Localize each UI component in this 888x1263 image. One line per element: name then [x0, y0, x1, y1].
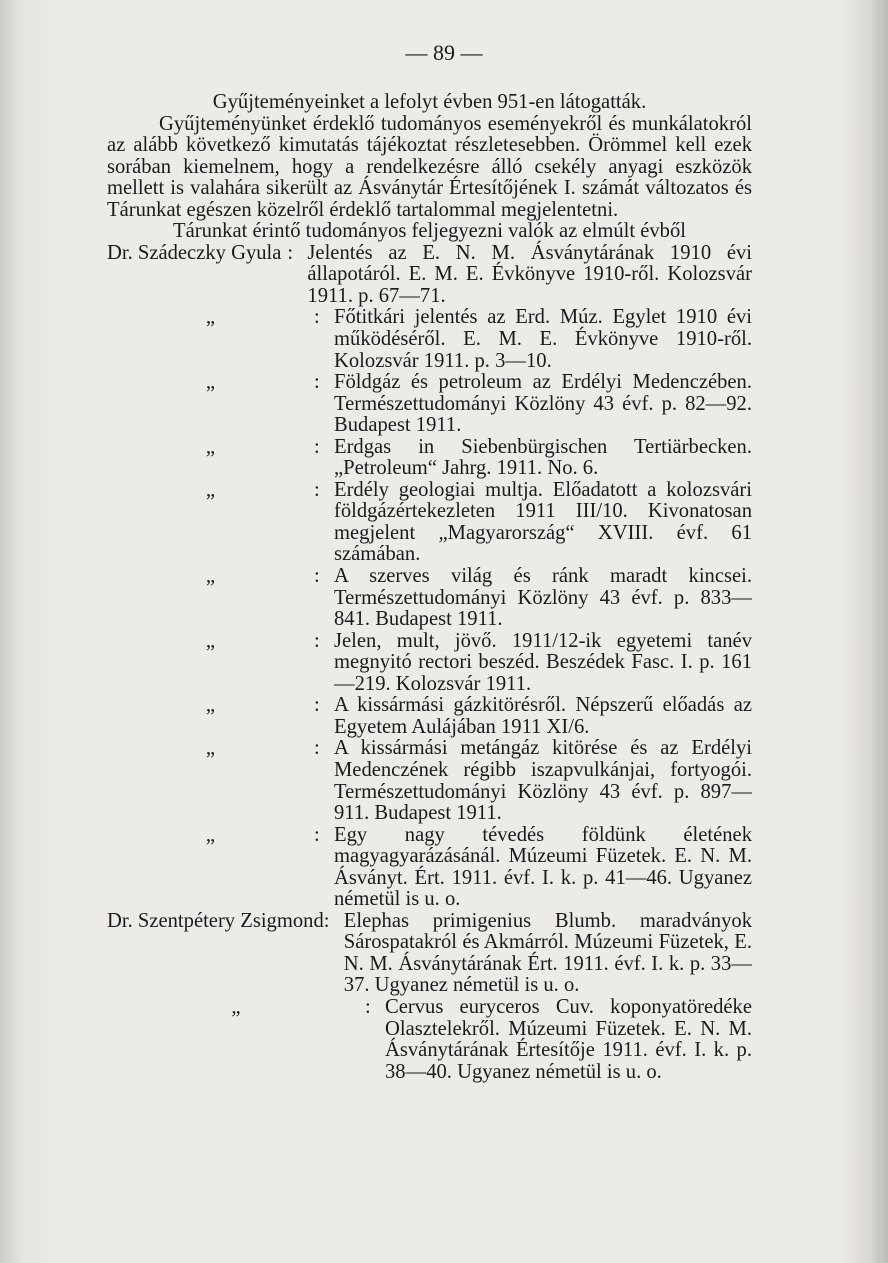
publication-text: A kissármási metángáz kitörése és az Erdélyi Medenczének régibb iszapvulkánjai, fortyogói. Természettudományi Közlöny 43 évf. p. 897—911. Budapest 1911.	[334, 737, 752, 825]
publication-entry	[107, 911, 752, 997]
publication-text: Egy nagy tévedés földünk életének magyagyarázásánál. Múzeumi Füzetek. E. N. M. Ásványt. Ért. 1911. évf. I. k. p. 41—46. Ugyanez németül is u. o.	[334, 823, 752, 911]
publication-separator: :	[314, 737, 320, 760]
publication-text: A szerves világ és ránk maradt kincsei. Természettudományi Közlöny 43 évf. p. 833—841. Budapest 1911.	[334, 565, 752, 631]
publication-text: Jelen, mult, jövő. 1911/12-ik egyetemi tanév megnyitó rectori beszéd. Beszédek Fasc. I. p. 161—219. Kolozsvár 1911.	[334, 629, 752, 695]
publication-separator: :	[314, 435, 320, 458]
publication-entry	[107, 825, 752, 911]
publication-entry	[107, 738, 752, 824]
publication-entry	[107, 566, 752, 631]
publication-separator: :	[287, 241, 294, 264]
publication-entry	[107, 997, 752, 1083]
paragraph-activities: Gyűjteményünket érdeklő tudományos eseményekről és munkálatokról az alább következő kimutatás tájékoztat részletesebben. Örömmel kell ezek sorában kiemelnem, hogy a rendelkezésre álló csekély anyagi eszközök mellett is valahára sikerült az Ásványtár Értesítőjének I. számát változatos és Tárunkat egészen közelről érdeklő tartalommal megjelentetni.	[107, 112, 752, 221]
publication-text: Erdély geologiai multja. Előadatott a kolozsvári földgázértekezleten 1911 III/10. Kivonatosan megjelent „Magyarország“ XVIII. évf. 61 számában.	[334, 478, 752, 566]
publication-text: Földgáz és petroleum az Erdélyi Medenczében. Természettudományi Közlöny 43 évf. p. 82—92. Budapest 1911.	[334, 371, 752, 437]
publication-author: „	[231, 995, 241, 1018]
publication-text: Elephas primigenius Blumb. maradványok Sárospatakról és Akmárról. Múzeumi Füzetek, E. N. M. Ásványtárának Ért. 1911. évf. I. k. p. 33—37. Ugyanez németül is u. o.	[343, 909, 752, 997]
publication-separator: :	[314, 478, 320, 501]
publication-author: „	[205, 478, 216, 501]
publication-entry	[107, 243, 752, 308]
publication-author: „	[205, 737, 216, 760]
publication-author: „	[205, 565, 216, 588]
publication-entry	[107, 437, 752, 480]
publication-separator: :	[314, 371, 320, 394]
publication-author: „	[205, 435, 216, 458]
publication-text: Cervus euryceros Cuv. koponyatöredéke Olasztelekről. Múzeumi Füzetek. E. N. M. Ásványtárának Értesítője 1911. évf. I. k. p. 38—40. Ugyanez németül is u. o.	[385, 995, 752, 1083]
publication-author: Dr. Szentpétery Zsigmond	[107, 909, 324, 932]
publication-text: Főtitkári jelentés az Erd. Múz. Egylet 1910 évi működéséről. E. M. E. Évkönyve 1910-ről. Kolozsvár 1911. p. 3—10.	[334, 306, 752, 372]
document-body	[107, 92, 752, 1083]
page-number: — 89 —	[405, 40, 483, 65]
publication-separator: :	[314, 629, 320, 652]
publication-text: A kissármási gázkitörésről. Népszerű előadás az Egyetem Aulájában 1911 XI/6.	[334, 694, 752, 738]
publication-separator: :	[314, 694, 320, 717]
publication-entry	[107, 631, 752, 696]
publication-entry	[107, 695, 752, 738]
publication-separator: :	[314, 823, 320, 846]
publication-entry	[107, 480, 752, 566]
paragraph-visitors: Gyűjteményeinket a lefolyt évben 951-en látogatták.	[212, 91, 647, 113]
paragraph-notes-heading: Tárunkat érintő tudományos feljegyezni valók az elmúlt évből	[173, 220, 686, 243]
publication-author: „	[205, 371, 216, 394]
publication-separator: :	[314, 565, 320, 588]
publication-author: „	[205, 629, 216, 652]
publication-entry	[107, 372, 752, 437]
publication-separator: :	[314, 306, 320, 329]
publication-author: „	[205, 306, 216, 329]
publication-separator: :	[323, 909, 330, 932]
publication-text: Erdgas in Siebenbürgischen Tertiärbecken. „Petroleum“ Jahrg. 1911. No. 6.	[334, 435, 752, 480]
publication-author: „	[205, 823, 216, 846]
publication-separator: :	[365, 995, 371, 1018]
publication-entry	[107, 307, 752, 372]
publication-author: Dr. Szádeczky Gyula	[107, 241, 282, 264]
publication-author: „	[205, 694, 216, 717]
publication-text: Jelentés az E. N. M. Ásványtárának 1910 évi állapotáról. E. M. E. Évkönyve 1910-ről. Kolozsvár 1911. p. 67—71.	[307, 241, 752, 307]
